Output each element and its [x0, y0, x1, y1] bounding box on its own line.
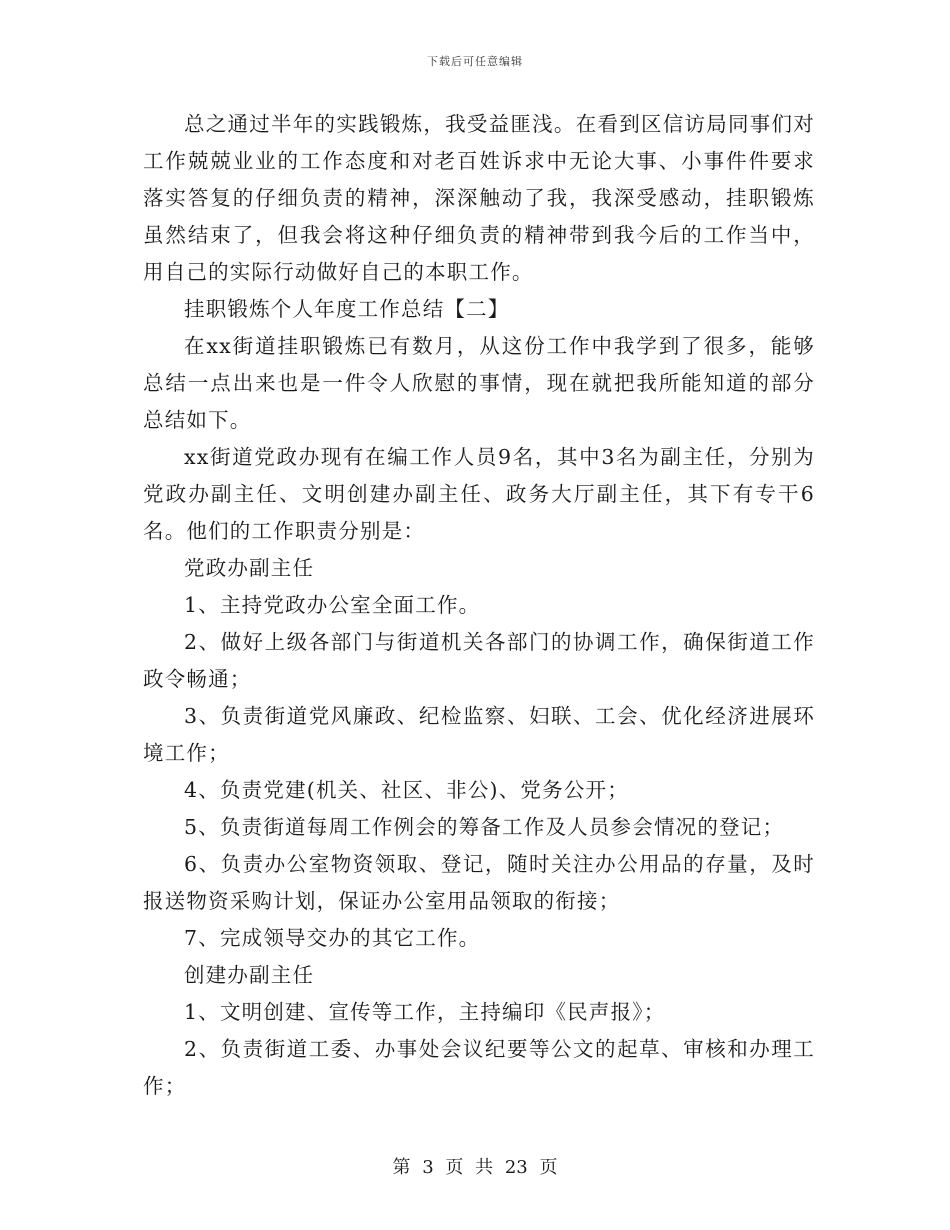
- duty-item: 7、完成领导交办的其它工作。: [184, 926, 481, 950]
- section-heading: 挂职锻炼个人年度工作总结【二】: [184, 297, 510, 321]
- role-heading-party-office: 党政办副主任: [184, 556, 315, 580]
- paragraph-staff: xx街道党政办现有在编工作人员9名，其中3名为副主任，分别为党政办副主任、文明创建办副主任、政务大厅副主任，其下有专干6名。他们的工作职责分别是：: [143, 445, 815, 543]
- duty-item: 2、做好上级各部门与街道机关各部门的协调工作，确保街道工作政令畅通；: [143, 630, 815, 691]
- duty-item: 3、负责街道党风廉政、纪检监察、妇联、工会、优化经济进展环境工作；: [143, 704, 815, 765]
- duty-item: 5、负责街道每周工作例会的筹备工作及人员参会情况的登记；: [184, 815, 785, 839]
- paragraph-summary: 总之通过半年的实践锻炼，我受益匪浅。在看到区信访局同事们对工作兢兢业业的工作态度和对老百姓诉求中无论大事、小事件件要求落实答复的仔细负责的精神，深深触动了我，我深受感动，挂职锻炼虽然结束了，但我会将这种仔细负责的精神带到我今后的工作当中，用自己的实际行动做好自己的本职工作。: [143, 112, 815, 284]
- duty-item: 4、负责党建(机关、社区、非公)、党务公开；: [184, 778, 629, 802]
- duty-item: 1、主持党政办公室全面工作。: [184, 593, 481, 617]
- page-header: 下载后可任意编辑: [427, 55, 523, 68]
- document-body: [143, 106, 815, 1105]
- page-number-footer: 第 3 页 共 23 页: [392, 1157, 558, 1178]
- paragraph-intro: 在xx街道挂职锻炼已有数月，从这份工作中我学到了很多，能够总结一点出来也是一件令人欣慰的事情，现在就把我所能知道的部分总结如下。: [143, 334, 815, 432]
- duty-item: 1、文明创建、宣传等工作，主持编印《民声报》；: [184, 1000, 666, 1024]
- duty-item: 2、负责街道工委、办事处会议纪要等公文的起草、审核和办理工作；: [143, 1037, 815, 1098]
- duty-item: 6、负责办公室物资领取、登记，随时关注办公用品的存量，及时报送物资采购计划，保证办公室用品领取的衔接；: [143, 852, 815, 913]
- role-heading-creation-office: 创建办副主任: [184, 963, 315, 987]
